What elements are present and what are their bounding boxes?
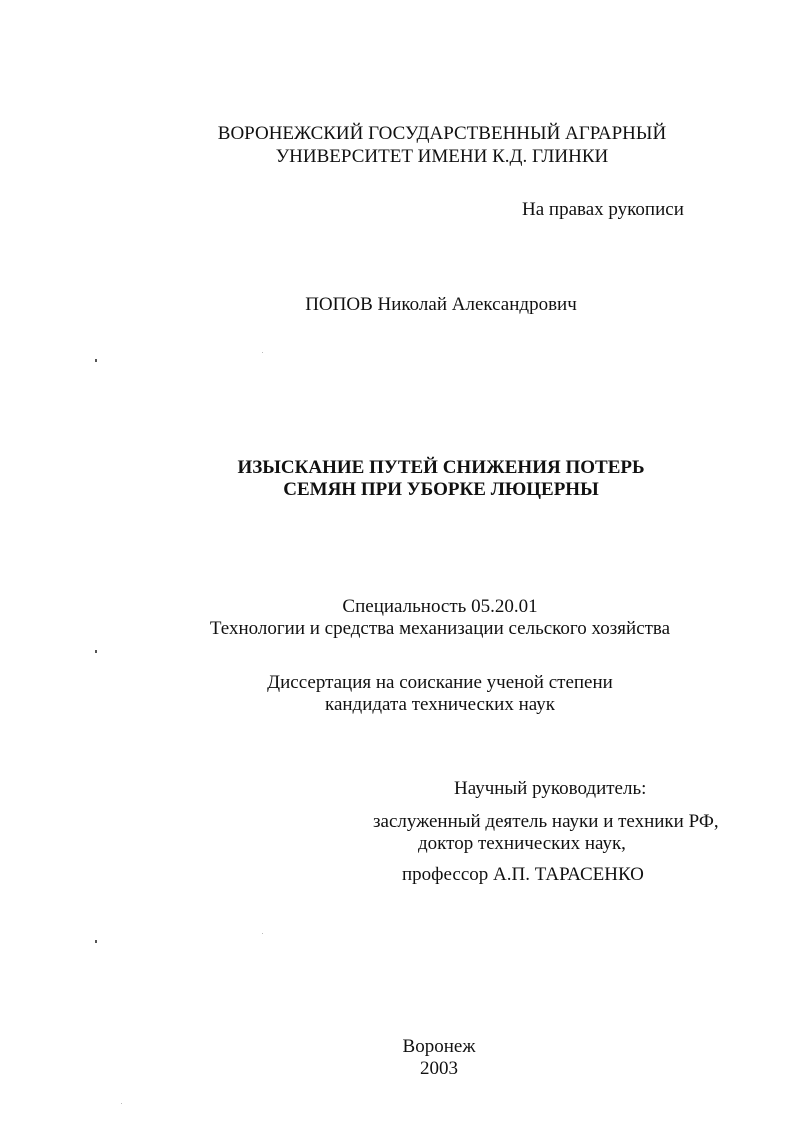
supervisor-name: профессор А.П. ТАРАСЕНКО [402,864,644,885]
dissertation-title-line-2: СЕМЯН ПРИ УБОРКЕ ЛЮЦЕРНЫ [283,479,599,500]
dissertation-title-line-1: ИЗЫСКАНИЕ ПУТЕЙ СНИЖЕНИЯ ПОТЕРЬ [237,457,645,478]
supervisor-title-line-2: доктор технических наук, [418,833,626,854]
university-name-line-2: УНИВЕРСИТЕТ ИМЕНИ К.Д. ГЛИНКИ [275,146,609,167]
city: Воронеж [402,1036,476,1057]
scan-speck [95,359,97,362]
scan-speck [262,933,263,934]
supervisor-label: Научный руководитель: [454,778,647,799]
scan-speck [95,940,97,943]
scan-speck [121,1103,122,1104]
manuscript-note: На правах рукописи [522,199,684,220]
year: 2003 [420,1058,458,1079]
supervisor-title-line-1: заслуженный деятель науки и техники РФ, [373,811,719,832]
degree-line-2: кандидата технических наук [325,694,555,715]
specialty-name: Технологии и средства механизации сельского хозяйства [209,618,671,639]
scan-speck [95,650,97,653]
degree-line-1: Диссертация на соискание ученой степени [267,672,613,693]
university-name-line-1: ВОРОНЕЖСКИЙ ГОСУДАРСТВЕННЫЙ АГРАРНЫЙ [217,123,667,144]
scan-speck [262,352,263,353]
author-name: ПОПОВ Николай Александрович [305,294,577,315]
specialty-code: Специальность 05.20.01 [342,596,538,617]
